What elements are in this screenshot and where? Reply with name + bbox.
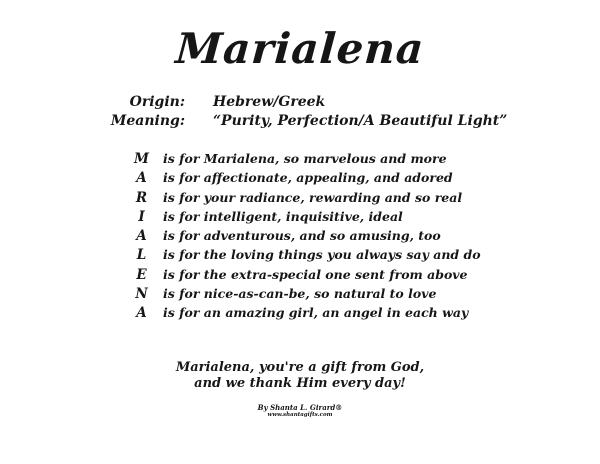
poem-letter: R: [135, 189, 148, 206]
poem-line: [131, 305, 481, 324]
poem-text: is for nice-as-can-be, so natural to love: [163, 286, 437, 302]
poem-line: [131, 209, 481, 228]
poem-line: [131, 286, 481, 305]
poem-letter: A: [136, 305, 147, 322]
poem-letter: E: [136, 266, 147, 283]
meaning-value: “Purity, Perfection/A Beautiful Light”: [213, 113, 508, 129]
poem-text: is for your radiance, rewarding and so real: [163, 189, 463, 205]
closing-line-1: Marialena, you're a gift from God,: [175, 360, 425, 375]
origin-label: Origin:: [129, 94, 185, 110]
poem-line: [131, 170, 481, 189]
closing-message: [0, 360, 600, 392]
closing-line-2: and we thank Him every day!: [194, 376, 406, 391]
poem-text: is for adventurous, and so amusing, too: [163, 228, 441, 244]
poem-text: is for the extra-special one sent from above: [163, 266, 468, 282]
poem-text: is for affectionate, appealing, and adored: [163, 170, 453, 186]
meaning-label: Meaning:: [110, 113, 185, 129]
website-credit: www.shantagifts.com: [267, 412, 333, 418]
poem-text: is for intelligent, inquisitive, ideal: [163, 208, 403, 224]
origin-value: Hebrew/Greek: [213, 94, 326, 110]
poem-line: [131, 267, 481, 286]
poem-line: [131, 247, 481, 266]
poem-line: [131, 190, 481, 209]
poem-letter: L: [136, 247, 147, 264]
poem-letter: M: [134, 151, 149, 167]
poem-line: [131, 151, 481, 170]
page-title: Marialena: [174, 24, 426, 73]
poem-letter: I: [138, 208, 145, 225]
poem-text: is for the loving things you always say and do: [163, 247, 481, 263]
author-credit: By Shanta L. Girard®: [257, 403, 343, 412]
poem-text: is for an amazing girl, an angel in each way: [163, 305, 469, 321]
poem-text: is for Marialena, so marvelous and more: [163, 151, 447, 166]
origin-row: [0, 94, 600, 113]
acrostic-poem: [131, 151, 481, 325]
poem-letter: N: [135, 286, 148, 303]
meaning-row: [0, 113, 600, 132]
poem-letter: A: [136, 228, 147, 245]
meta-section: [0, 94, 600, 132]
poem-line: [131, 228, 481, 247]
byline: [0, 403, 600, 419]
poem-letter: A: [136, 170, 147, 187]
